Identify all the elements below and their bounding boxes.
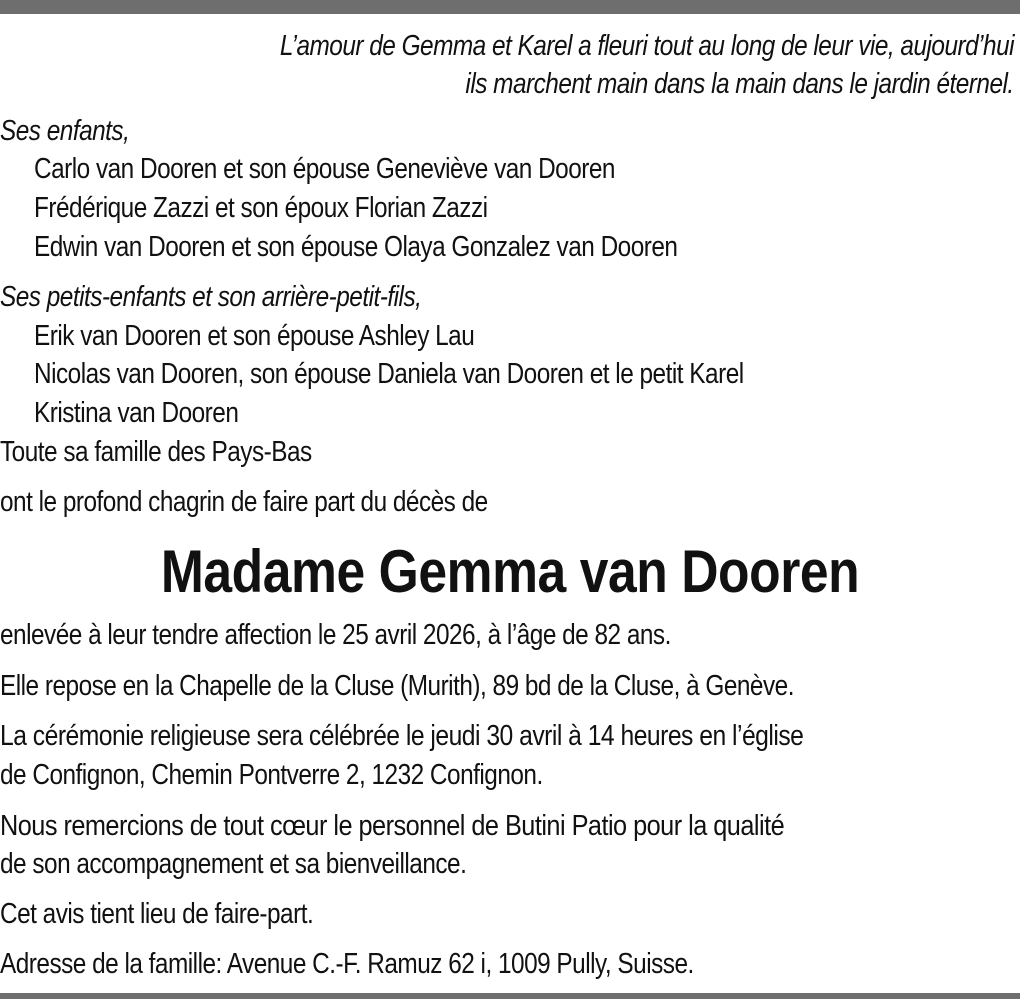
- ceremony-line-2: de Confignon, Chemin Pontverre 2, 1232 Confignon.: [0, 759, 543, 791]
- passing-details: enlevée à leur tendre affection le 25 avril 2026, à l’âge de 82 ans.: [0, 619, 671, 651]
- family-address: Adresse de la famille: Avenue C.-F. Ramuz 62 i, 1009 Pully, Suisse.: [0, 948, 694, 980]
- grandchild-entry: Kristina van Dooren: [34, 397, 239, 429]
- ceremony-line-1: La cérémonie religieuse sera célébrée le jeudi 30 avril à 14 heures en l’église: [0, 720, 804, 752]
- deceased-name: Madame Gemma van Dooren: [160, 538, 860, 605]
- announcement-text: ont le profond chagrin de faire part du décès de: [0, 486, 488, 518]
- resting-place: Elle repose en la Chapelle de la Cluse (Murith), 89 bd de la Cluse, à Genève.: [0, 670, 794, 702]
- thanks-line-1: Nous remercions de tout cœur le personnel de Butini Patio pour la qualité: [0, 810, 785, 842]
- grandchildren-heading: Ses petits-enfants et son arrière-petit-fils,: [0, 281, 422, 313]
- opening-quote-line-1: L’amour de Gemma et Karel a fleuri tout au long de leur vie, aujourd’hui: [279, 30, 1014, 62]
- grandchild-entry: Erik van Dooren et son épouse Ashley Lau: [34, 320, 475, 352]
- child-entry: Edwin van Dooren et son épouse Olaya Gonzalez van Dooren: [34, 231, 678, 263]
- top-border-rule: [0, 0, 1020, 14]
- notice-statement: Cet avis tient lieu de faire-part.: [0, 898, 314, 930]
- children-heading: Ses enfants,: [0, 115, 130, 147]
- extended-family: Toute sa famille des Pays-Bas: [0, 436, 312, 468]
- opening-quote-line-2: ils marchent main dans la main dans le jardin éternel.: [465, 68, 1014, 100]
- grandchild-entry: Nicolas van Dooren, son épouse Daniela van Dooren et le petit Karel: [34, 358, 744, 390]
- thanks-line-2: de son accompagnement et sa bienveillance.: [0, 848, 467, 880]
- bottom-border-rule: [0, 993, 1020, 999]
- child-entry: Carlo van Dooren et son épouse Geneviève van Dooren: [34, 153, 615, 185]
- child-entry: Frédérique Zazzi et son époux Florian Zazzi: [34, 192, 488, 224]
